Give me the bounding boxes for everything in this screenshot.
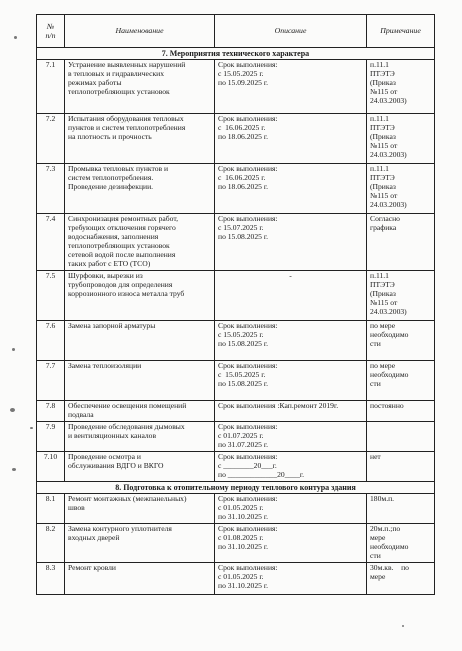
cell-line: входных дверей xyxy=(68,533,120,543)
cell-line: - xyxy=(289,271,292,281)
cell-line: Обеспечение освещения помещений xyxy=(68,401,187,411)
cell-line: с 01.05.2025 г. xyxy=(218,571,264,581)
cell-line: ПТЭТЭ xyxy=(370,123,395,133)
cell-line: п.11.1 xyxy=(370,114,389,124)
cell-line: по 15.09.2025 г. xyxy=(218,78,268,88)
table-row xyxy=(37,524,435,563)
section-row xyxy=(37,481,435,493)
cell-line: ПТЭТЭ xyxy=(370,69,395,79)
cell-line: Срок выполнения: xyxy=(218,164,278,174)
cell-line: Срок выполнения: xyxy=(218,60,278,70)
cell-line: Замена запорной арматуры xyxy=(68,321,156,331)
cell-line: сти xyxy=(370,339,381,349)
table-row xyxy=(37,214,435,271)
row-name xyxy=(65,321,215,361)
cell-line: Согласно xyxy=(370,214,400,224)
cell-line: с 01.07.2025 г. xyxy=(218,431,264,441)
cell-line: мере xyxy=(370,533,386,543)
cell-line: Испытания оборудования тепловых xyxy=(68,114,184,124)
cell-line: на плотность и прочность xyxy=(68,132,152,142)
scan-mark xyxy=(30,427,33,429)
table-row xyxy=(37,114,435,164)
row-note xyxy=(367,164,435,214)
cell-line: по 18.06.2025 г. xyxy=(218,182,268,192)
cell-line: №115 от xyxy=(370,298,398,308)
cell-line: Срок выполнения :Кап.ремонт 2019г. xyxy=(218,401,339,411)
cell-line: (Приказ xyxy=(370,289,396,299)
row-desc xyxy=(215,422,367,452)
cell-line: (Приказ xyxy=(370,132,396,142)
cell-line: 180м.п. xyxy=(370,494,395,504)
cell-line: 24.03.2003) xyxy=(370,150,407,160)
row-name xyxy=(65,401,215,422)
cell-line: с 16.06.2025 г. xyxy=(218,173,266,183)
plan-table xyxy=(36,14,435,595)
cell-line: ПТЭТЭ xyxy=(370,173,395,183)
row-desc xyxy=(215,361,367,401)
row-number: 7.7 xyxy=(37,361,65,401)
cell-line: с 15.07.2025 г. xyxy=(218,223,264,233)
table-row xyxy=(37,271,435,321)
cell-line: по 31.07.2025 г. xyxy=(218,439,268,449)
cell-line: сетевой водой после выполнения xyxy=(68,250,176,260)
row-note xyxy=(367,401,435,422)
cell-line: №115 от xyxy=(370,141,398,151)
scan-mark xyxy=(12,348,15,351)
row-note xyxy=(367,494,435,524)
row-name xyxy=(65,214,215,271)
header-note: Примечание xyxy=(367,15,435,48)
cell-line: Срок выполнения: xyxy=(218,524,278,534)
cell-line: сти xyxy=(370,379,381,389)
cell-line: с 01.08.2025 г. xyxy=(218,533,264,543)
cell-line: пунктов и систем теплопотребления xyxy=(68,123,186,133)
cell-line: в тепловых и гидравлических xyxy=(68,69,165,79)
row-note xyxy=(367,214,435,271)
cell-line: по 15.08.2025 г. xyxy=(218,232,268,242)
row-note xyxy=(367,524,435,563)
cell-line: Срок выполнения: xyxy=(218,494,278,504)
row-note xyxy=(367,451,435,481)
cell-line: по мере xyxy=(370,361,396,371)
cell-line: ПТЭТЭ xyxy=(370,280,395,290)
cell-line: №115 от xyxy=(370,191,398,201)
cell-line: по 15.08.2025 г. xyxy=(218,379,268,389)
row-name xyxy=(65,451,215,481)
cell-line: теплопотребляющих установок xyxy=(68,241,170,251)
row-desc xyxy=(215,494,367,524)
cell-line: 24.03.2003) xyxy=(370,306,407,316)
table-row xyxy=(37,451,435,481)
cell-line: Промывка тепловых пунктов и xyxy=(68,164,169,174)
cell-line: п.11.1 xyxy=(370,60,389,70)
cell-line: Срок выполнения: xyxy=(218,451,278,461)
row-desc xyxy=(215,60,367,114)
cell-line: сти xyxy=(370,550,381,560)
cell-line: Проведение обследования дымовых xyxy=(68,422,185,432)
cell-line: №115 от xyxy=(370,87,398,97)
row-number: 7.8 xyxy=(37,401,65,422)
cell-line: режимах работы xyxy=(68,78,122,88)
row-desc xyxy=(215,164,367,214)
cell-line: Срок выполнения: xyxy=(218,114,278,124)
cell-line: по 31.10.2025 г. xyxy=(218,541,268,551)
row-number: 7.6 xyxy=(37,321,65,361)
cell-line: 20м.п.;по xyxy=(370,524,401,534)
section-row xyxy=(37,48,435,60)
row-name xyxy=(65,494,215,524)
row-desc xyxy=(215,562,367,594)
cell-line: теплопотребляющих установок xyxy=(68,87,170,97)
row-name xyxy=(65,114,215,164)
table-row xyxy=(37,562,435,594)
cell-line: трубопроводов для определения xyxy=(68,280,173,290)
cell-line: Ремонт кровли xyxy=(68,562,116,572)
row-number: 8.3 xyxy=(37,562,65,594)
cell-line: Срок выполнения: xyxy=(218,562,278,572)
cell-line: Срок выполнения: xyxy=(218,422,278,432)
row-number: 8.2 xyxy=(37,524,65,563)
cell-line: Замена контурного уплотнителя xyxy=(68,524,172,534)
row-desc xyxy=(215,271,367,321)
cell-line: по 31.10.2025 г. xyxy=(218,580,268,590)
cell-line: Ремонт монтажных (межпанельных) xyxy=(68,494,187,504)
cell-line: коррозионного износа металла труб xyxy=(68,289,185,299)
row-number: 7.5 xyxy=(37,271,65,321)
cell-line: нет xyxy=(370,451,381,461)
table-row xyxy=(37,321,435,361)
cell-line: швов xyxy=(68,503,85,513)
row-desc xyxy=(215,214,367,271)
row-note xyxy=(367,562,435,594)
cell-line: Срок выполнения: xyxy=(218,321,278,331)
cell-line: (Приказ xyxy=(370,78,396,88)
row-number: 7.10 xyxy=(37,451,65,481)
table-body xyxy=(37,48,435,595)
cell-line: 30м.кв. по xyxy=(370,562,409,572)
row-desc xyxy=(215,321,367,361)
cell-line: водоснабжения, заполнения xyxy=(68,232,159,242)
cell-line: подвала xyxy=(68,410,94,420)
section-title: 7. Мероприятия технического характера xyxy=(37,48,435,60)
row-note xyxy=(367,422,435,452)
row-note xyxy=(367,361,435,401)
row-desc xyxy=(215,401,367,422)
row-note xyxy=(367,271,435,321)
cell-line: п.11.1 xyxy=(370,271,389,281)
scan-mark xyxy=(12,468,16,471)
cell-line: мере xyxy=(370,571,386,581)
row-name xyxy=(65,361,215,401)
cell-line: 24.03.2003) xyxy=(370,200,407,210)
cell-line: и вентиляционных каналов xyxy=(68,431,157,441)
row-desc xyxy=(215,524,367,563)
row-name xyxy=(65,524,215,563)
scan-mark xyxy=(402,625,404,627)
table-header-row xyxy=(37,15,435,48)
section-title: 8. Подготовка к отопительному периоду теплового контура здания xyxy=(37,481,435,493)
scan-mark xyxy=(14,36,17,39)
row-note xyxy=(367,60,435,114)
cell-line: (Приказ xyxy=(370,182,396,192)
cell-line: Проведение осмотра и xyxy=(68,451,141,461)
cell-line: по 31.10.2025 г. xyxy=(218,512,268,522)
table-row xyxy=(37,422,435,452)
cell-line: Замена теплоизоляции xyxy=(68,361,142,371)
cell-line: с 16.06.2025 г. xyxy=(218,123,266,133)
row-number: 7.2 xyxy=(37,114,65,164)
row-note xyxy=(367,114,435,164)
cell-line: с 15.05.2025 г. xyxy=(218,370,266,380)
row-name xyxy=(65,562,215,594)
row-number: 7.1 xyxy=(37,60,65,114)
cell-line: с 01.05.2025 г. xyxy=(218,503,264,513)
cell-line: Устранение выявленных нарушений xyxy=(68,60,186,70)
cell-line: таких работ с ЕТО (ТСО) xyxy=(68,259,151,269)
cell-line: обслуживания ВДГО и ВКГО xyxy=(68,460,164,470)
row-number: 7.4 xyxy=(37,214,65,271)
row-name xyxy=(65,422,215,452)
row-number: 8.1 xyxy=(37,494,65,524)
row-number: 7.3 xyxy=(37,164,65,214)
cell-line: с 15.05.2025 г. xyxy=(218,330,264,340)
row-name xyxy=(65,60,215,114)
cell-line: графика xyxy=(370,223,397,233)
cell-line: по _____________20____г. xyxy=(218,469,305,479)
table-row xyxy=(37,401,435,422)
cell-line: с 15.05.2025 г. xyxy=(218,69,264,79)
cell-line: по 15.08.2025 г. xyxy=(218,339,268,349)
cell-line: Проведение дезинфекции. xyxy=(68,182,154,192)
cell-line: систем теплопотребления. xyxy=(68,173,154,183)
row-name xyxy=(65,164,215,214)
table-row xyxy=(37,494,435,524)
cell-line: Срок выполнения: xyxy=(218,361,278,371)
cell-line: постоянно xyxy=(370,401,404,411)
table-row xyxy=(37,60,435,114)
row-note xyxy=(367,321,435,361)
header-name: Наименование xyxy=(65,15,215,48)
cell-line: 24.03.2003) xyxy=(370,96,407,106)
cell-line: Шурфовки, вырезки из xyxy=(68,271,143,281)
cell-line: необходимо xyxy=(370,541,409,551)
table-row xyxy=(37,164,435,214)
row-desc xyxy=(215,114,367,164)
row-number: 7.9 xyxy=(37,422,65,452)
cell-line: с ________20___г. xyxy=(218,460,277,470)
header-desc: Описание xyxy=(215,15,367,48)
cell-line: по 18.06.2025 г. xyxy=(218,132,268,142)
row-name xyxy=(65,271,215,321)
cell-line: по мере xyxy=(370,321,396,331)
row-desc xyxy=(215,451,367,481)
scan-mark xyxy=(10,408,15,412)
cell-line: п.11.1 xyxy=(370,164,389,174)
cell-line: Срок выполнения: xyxy=(218,214,278,224)
header-num: № п/п xyxy=(37,15,65,48)
cell-line: необходимо xyxy=(370,370,409,380)
cell-line: необходимо xyxy=(370,330,409,340)
cell-line: требующих отключения горячего xyxy=(68,223,176,233)
cell-line: Синхронизация ремонтных работ, xyxy=(68,214,178,224)
table-row xyxy=(37,361,435,401)
